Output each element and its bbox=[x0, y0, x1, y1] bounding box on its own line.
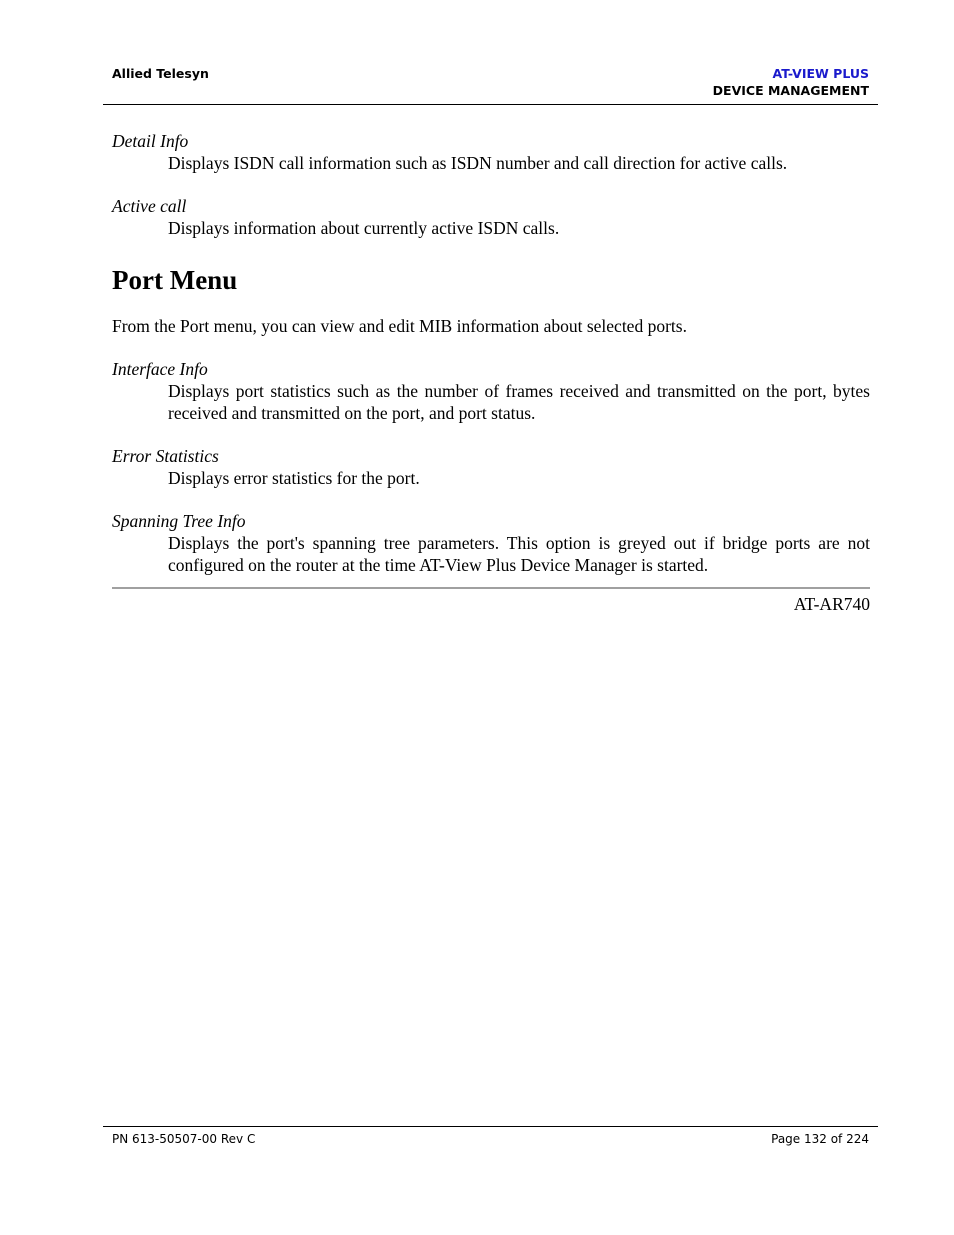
section-separator bbox=[112, 587, 870, 589]
footer-page-number: Page 132 of 224 bbox=[771, 1132, 869, 1146]
desc-interface-info: Displays port statistics such as the number of frames received and transmitted on the port, bytes received and transmitted on the port, and port status. bbox=[168, 381, 870, 423]
term-detail-info: Detail Info bbox=[112, 131, 189, 151]
desc-active-call: Displays information about currently active ISDN calls. bbox=[168, 218, 560, 238]
footer-part-number: PN 613-50507-00 Rev C bbox=[112, 1132, 256, 1146]
term-spanning-tree-info: Spanning Tree Info bbox=[112, 511, 246, 531]
header-section-title: DEVICE MANAGEMENT bbox=[712, 83, 869, 98]
header-product-title: AT-VIEW PLUS bbox=[772, 66, 869, 81]
header-company: Allied Telesyn bbox=[112, 66, 209, 81]
term-interface-info: Interface Info bbox=[112, 359, 208, 379]
footer-rule bbox=[103, 1126, 878, 1127]
desc-error-statistics: Displays error statistics for the port. bbox=[168, 468, 420, 488]
page-content bbox=[112, 130, 870, 576]
section-heading: Port Menu bbox=[112, 265, 238, 295]
header-rule bbox=[103, 104, 878, 105]
section-intro: From the Port menu, you can view and edit MIB information about selected ports. bbox=[112, 316, 687, 336]
term-active-call: Active call bbox=[112, 196, 187, 216]
product-label: AT-AR740 bbox=[793, 594, 870, 614]
desc-spanning-tree-info: Displays the port's spanning tree parameters. This option is greyed out if bridge ports are not configured on the router at the time AT-View Plus Device Manager is started. bbox=[168, 533, 870, 575]
term-error-statistics: Error Statistics bbox=[112, 446, 219, 466]
desc-detail-info: Displays ISDN call information such as ISDN number and call direction for active calls. bbox=[168, 153, 788, 173]
